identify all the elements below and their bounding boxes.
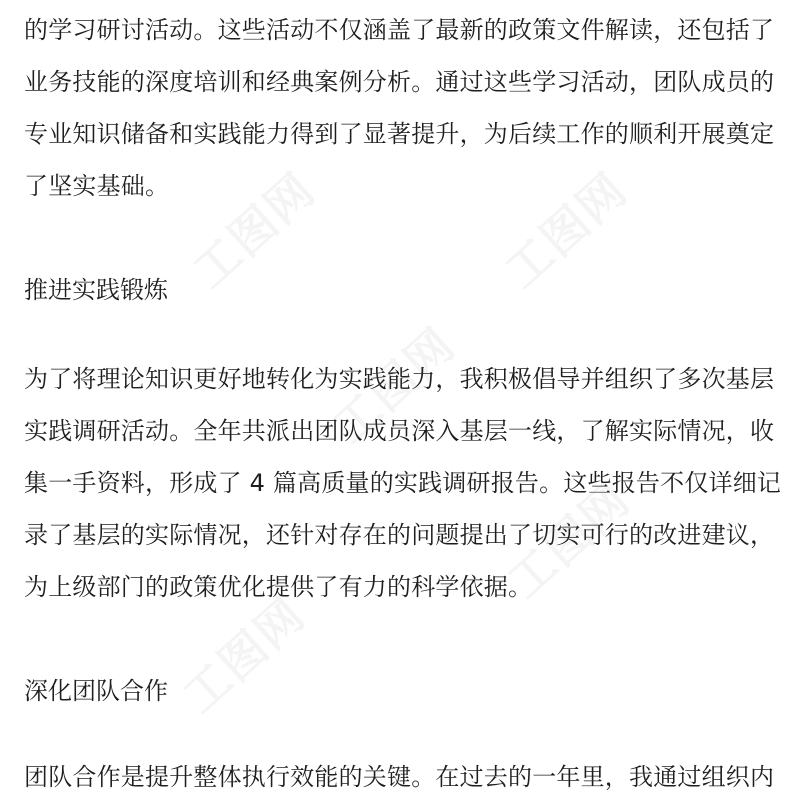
watermark-logo: 工图网 [494, 161, 638, 299]
watermark-logo: 工图网 [172, 586, 316, 724]
paragraph-practice-research: 为了将理论知识更好地转化为实践能力，我积极倡导并组织了多次基层 实践调研活动。全年共派出团队成员深入基层一线，了解实际情况，收 集一手资料，形成了 4 篇高质量的实践调研报告。这些报告不仅详细记 录了基层的实际情况，还针对存在的问题提出了切实可行的改进建议， 为上级部门的政策优化提供了有力的科学依据。 [24, 365, 782, 601]
paragraph-learning-activities: 的学习研讨活动。这些活动不仅涵盖了最新的政策文件解读，还包括了 业务技能的深度培训和经典案例分析。通过这些学习活动，团队成员的 专业知识储备和实践能力得到了显著提升，为后续工作的顺利开展奠定 了坚实基础。 [24, 16, 775, 200]
watermark-logo: 工图网 [182, 161, 326, 299]
section-heading-practice: 推进实践锻炼 [24, 276, 168, 304]
paragraph-teamwork: 团队合作是提升整体执行效能的关键。在过去的一年里，我通过组织内 [24, 763, 775, 791]
section-heading-teamwork: 深化团队合作 [24, 677, 168, 705]
watermark-logo: 工图网 [322, 316, 466, 454]
watermark-logo: 工图网 [497, 471, 641, 609]
